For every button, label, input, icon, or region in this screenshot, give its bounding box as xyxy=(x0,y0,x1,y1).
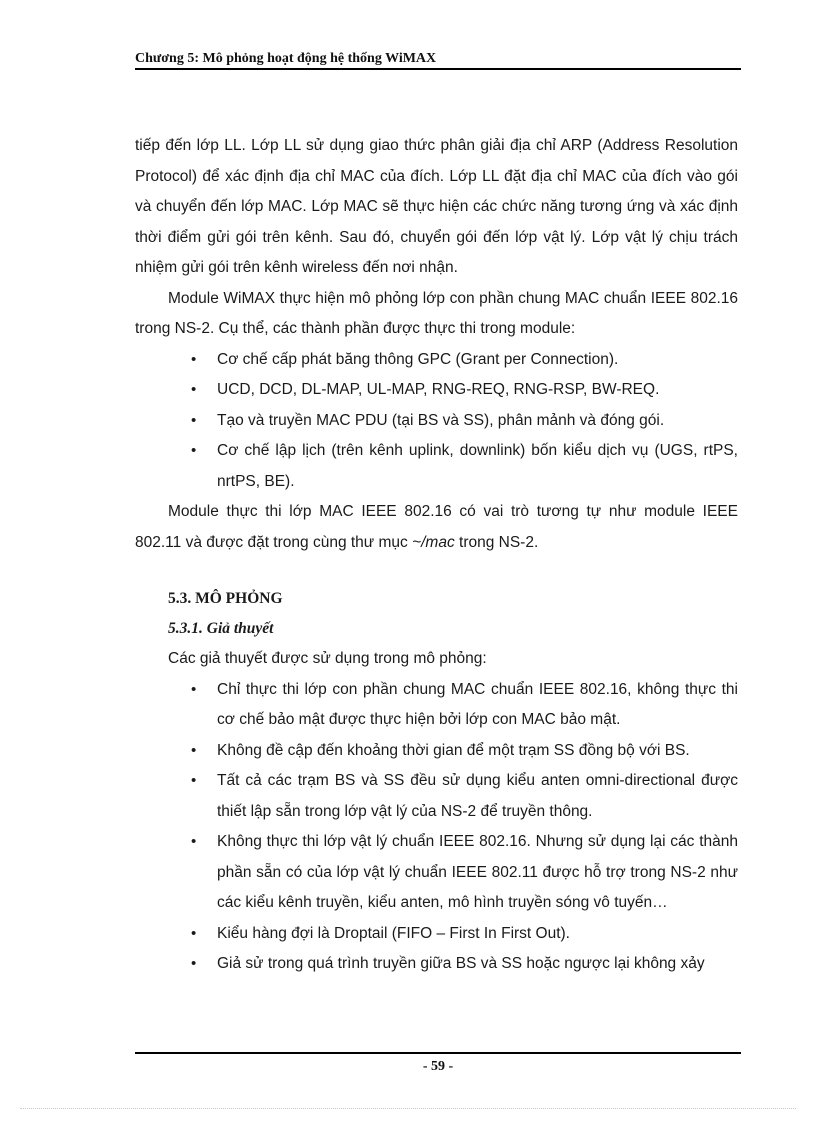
list-item: • Chỉ thực thi lớp con phần chung MAC chuẩn IEEE 802.16, không thực thi cơ chế bảo mật được thực hiện bởi lớp con MAC bảo mật. xyxy=(135,675,738,736)
list-item: • UCD, DCD, DL-MAP, UL-MAP, RNG-REQ, RNG-RSP, BW-REQ. xyxy=(135,375,738,406)
paragraph-mac-text: Module thực thi lớp MAC IEEE 802.16 có vai trò tương tự như module IEEE 802.11 và được đặt trong cùng thư mục xyxy=(135,503,738,551)
list-item: • Không đề cập đến khoảng thời gian để một trạm SS đồng bộ với BS. xyxy=(135,736,738,767)
list-item: • Cơ chế lập lịch (trên kênh uplink, downlink) bốn kiểu dịch vụ (UGS, rtPS, nrtPS, BE). xyxy=(135,436,738,497)
subsection-heading: 5.3.1. Giả thuyết xyxy=(168,620,274,637)
mac-directory-path: ~/mac xyxy=(412,533,455,551)
list-item: • Tạo và truyền MAC PDU (tại BS và SS), phân mảnh và đóng gói. xyxy=(135,406,738,437)
section-heading: 5.3. MÔ PHỎNG xyxy=(168,590,283,607)
list-item: • Giả sử trong quá trình truyền giữa BS và SS hoặc ngược lại không xảy xyxy=(135,949,738,980)
paragraph-arp: tiếp đến lớp LL. Lớp LL sử dụng giao thức phân giải địa chỉ ARP (Address Resolution Protocol) để xác định địa chỉ MAC của đích. Lớp LL đặt địa chỉ MAC của đích vào gói và chuyển đến lớp MAC. Lớp MAC sẽ thực hiện các chức năng tương ứng và xác định thời điểm gửi gói trên kênh. Sau đó, chuyển gói đến lớp vật lý. Lớp vật lý chịu trách nhiệm gửi gói trên kênh wireless đến nơi nhận. xyxy=(135,137,738,276)
module-components-list xyxy=(135,345,738,498)
list-item: • Không thực thi lớp vật lý chuẩn IEEE 802.16. Nhưng sử dụng lại các thành phần sẵn có của lớp vật lý chuẩn IEEE 802.11 được hỗ trợ trong NS-2 như các kiểu kênh truyền, kiểu anten, mô hình truyền sóng vô tuyến… xyxy=(135,827,738,919)
list-item: • Kiểu hàng đợi là Droptail (FIFO – First In First Out). xyxy=(135,919,738,950)
page-body xyxy=(135,131,738,980)
paragraph-assumptions-intro: Các giả thuyết được sử dụng trong mô phỏng: xyxy=(168,650,487,667)
list-item: • Cơ chế cấp phát băng thông GPC (Grant per Connection). xyxy=(135,345,738,376)
page-number: - 59 - xyxy=(422,1059,454,1074)
footer-divider xyxy=(135,1052,741,1054)
chapter-header: Chương 5: Mô phỏng hoạt động hệ thống WiMAX xyxy=(135,51,437,66)
assumptions-list xyxy=(135,675,738,980)
paragraph-mac-tail: trong NS-2. xyxy=(454,533,539,551)
page-edge-dots xyxy=(20,1108,796,1109)
paragraph-mac-module xyxy=(135,497,738,558)
header-divider xyxy=(135,68,741,70)
paragraph-wimax-module: Module WiMAX thực hiện mô phỏng lớp con phần chung MAC chuẩn IEEE 802.16 trong NS-2. Cụ thể, các thành phần được thực thi trong module: xyxy=(135,289,738,337)
list-item: • Tất cả các trạm BS và SS đều sử dụng kiểu anten omni-directional được thiết lập sẵn trong lớp vật lý của NS-2 để truyền thông. xyxy=(135,766,738,827)
